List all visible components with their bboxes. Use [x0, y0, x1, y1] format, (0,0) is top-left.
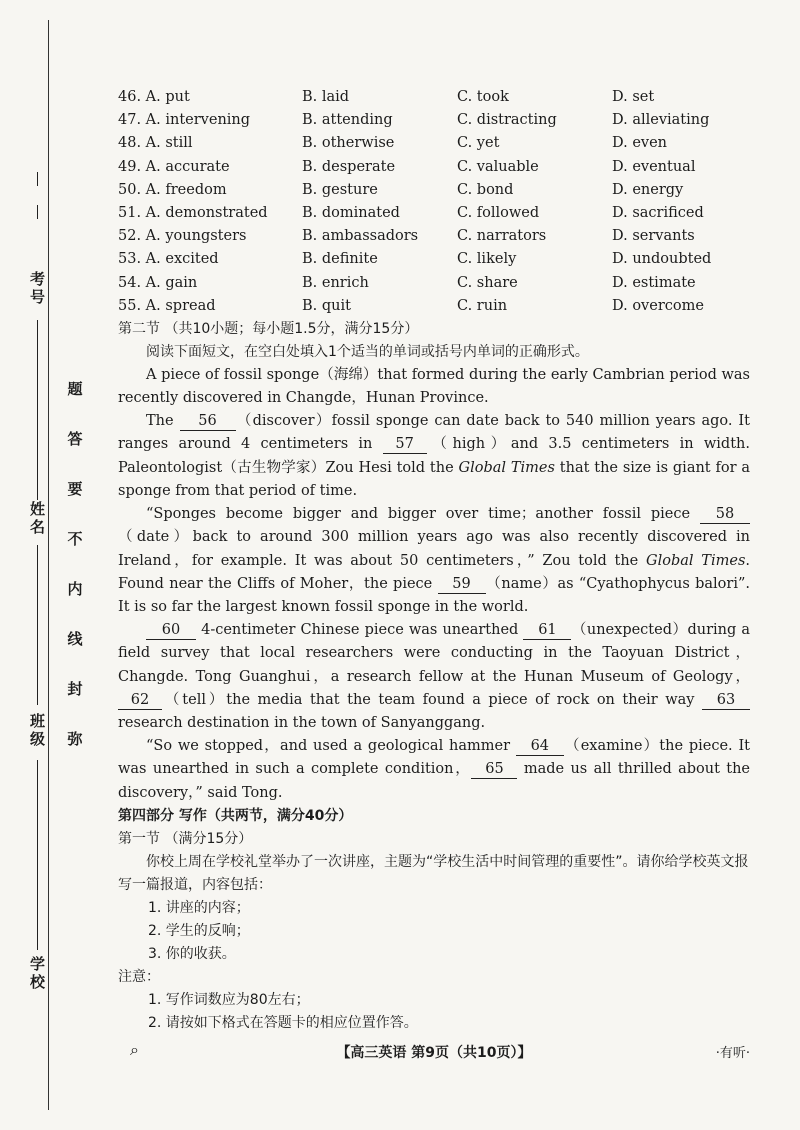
text: （discover）fossil sponge can date back to 540 million years ago. It ranges around 4 centimeters in — [118, 413, 750, 453]
text: “So we stopped，and used a geological hammer — [146, 738, 516, 755]
option: B. enrich — [302, 274, 369, 291]
task-point: 1. 讲座的内容； — [148, 899, 250, 916]
class-line — [37, 760, 38, 950]
text: The — [146, 413, 180, 430]
blank-62: 62 — [118, 692, 162, 710]
paragraph-2 — [118, 410, 750, 503]
name-label: 姓名 — [30, 500, 46, 536]
option: 46. A. put — [118, 89, 190, 105]
blank-64: 64 — [516, 738, 564, 756]
page-number: 【高三英语 第9页（共10页）】 — [336, 1045, 532, 1061]
blank-65: 65 — [471, 761, 517, 779]
option: 55. A. spread — [118, 297, 216, 314]
option: C. bond — [457, 181, 514, 198]
seal-char: 不 — [67, 530, 83, 548]
section2-heading: 第二节 （共10小题；每小题1.5分，满分15分） — [118, 320, 419, 337]
part4-heading: 第四部分 写作（共两节，满分40分） — [118, 807, 353, 824]
task-point: 3. 你的收获。 — [148, 945, 236, 962]
newspaper-name: Global Times — [646, 552, 746, 569]
page-footer — [118, 1040, 750, 1062]
option: 51. A. demonstrated — [118, 204, 268, 221]
option: C. ruin — [457, 297, 508, 314]
option: C. valuable — [457, 158, 539, 175]
option: D. overcome — [612, 297, 704, 314]
task-point: 2. 学生的反响； — [148, 922, 250, 939]
option: 54. A. gain — [118, 274, 198, 291]
text: that the size is giant for a sponge from that period of time. — [118, 459, 750, 499]
class-label: 班级 — [30, 712, 46, 748]
blank-56: 56 — [180, 413, 236, 431]
notes-label: 注意： — [118, 968, 160, 985]
school-label: 学校 — [30, 955, 46, 991]
option: D. servants — [612, 228, 695, 245]
exam-number-label: 考号 — [30, 270, 46, 306]
text: 4-centimeter Chinese piece was unearthed — [196, 622, 524, 639]
option: D. alleviating — [612, 112, 710, 129]
seal-char: 要 — [67, 480, 83, 498]
blank-57: 57 — [383, 436, 427, 454]
seal-char: 内 — [67, 580, 83, 598]
margin-dash — [37, 172, 38, 186]
seal-char: 封 — [67, 680, 83, 698]
option: B. laid — [302, 89, 350, 105]
option: D. eventual — [612, 158, 696, 175]
option: B. quit — [302, 297, 351, 314]
seal-char: 线 — [67, 630, 83, 648]
option: C. yet — [457, 135, 500, 152]
option: B. desperate — [302, 158, 396, 175]
option: D. sacrificed — [612, 204, 704, 221]
blank-59: 59 — [438, 576, 486, 594]
blank-58: 58 — [700, 506, 750, 524]
text: （unexpected）during a field survey that local researchers were conducting in the Taoyuan District，Changde. Tong Guanghui，a research fellow at the Hunan Museum of Geology， — [118, 622, 750, 685]
option: C. took — [457, 89, 509, 105]
option: B. ambassadors — [302, 228, 419, 245]
note-item: 2. 请按如下格式在答题卡的相应位置作答。 — [148, 1014, 418, 1031]
brand-mark: ·有听· — [715, 1046, 750, 1061]
option: B. dominated — [302, 204, 400, 221]
option: 49. A. accurate — [118, 158, 230, 175]
paragraph-1: A piece of fossil sponge（海绵）that formed during the early Cambrian period was recently discovered in Changde，Hunan Province. — [118, 366, 750, 407]
seal-char: 弥 — [67, 730, 83, 748]
option: B. otherwise — [302, 135, 395, 152]
text: “Sponges become bigger and bigger over time；another fossil piece — [146, 506, 700, 523]
name-line — [37, 545, 38, 705]
option: 52. A. youngsters — [118, 228, 247, 245]
part4-sub-heading: 第一节 （满分15分） — [118, 830, 253, 847]
binding-margin — [0, 0, 100, 1130]
option: 47. A. intervening — [118, 112, 251, 129]
option: C. followed — [457, 204, 540, 221]
paragraph-5 — [118, 735, 750, 805]
text: （examine）the piece. It was unearthed in such a complete condition， — [118, 738, 750, 778]
text: . Found near the Cliffs of Moher，the piece — [118, 552, 750, 592]
option: C. narrators — [457, 228, 547, 245]
exam-content — [118, 86, 750, 1035]
writing-task: 你校上周在学校礼堂举办了一次讲座，主题为“学校生活中时间管理的重要性”。请你给学校英文报写一篇报道，内容包括： — [118, 853, 749, 893]
option: D. estimate — [612, 274, 696, 291]
option: D. even — [612, 135, 668, 152]
option: B. definite — [302, 251, 378, 268]
option: D. set — [612, 89, 655, 105]
text: research destination in the town of Sanyanggang. — [118, 714, 486, 731]
blank-60: 60 — [146, 622, 196, 640]
option: B. attending — [302, 112, 393, 129]
newspaper-name: Global Times — [458, 459, 555, 476]
text: （tell）the media that the team found a piece of rock on their way — [162, 691, 702, 708]
options-table — [118, 86, 750, 318]
blank-61: 61 — [523, 622, 571, 640]
option: 48. A. still — [118, 135, 193, 152]
text: made us all thrilled about the discovery，” said Tong. — [118, 761, 750, 801]
text: （high）and 3.5 centimeters in width. Paleontologist（古生物学家）Zou Hesi told the — [118, 436, 750, 476]
option: D. undoubted — [612, 251, 712, 268]
binding-line — [48, 20, 49, 1110]
option: C. share — [457, 274, 518, 291]
text: （name）as “Cyathophycus balori”. It is so far the largest known fossil sponge in the world. — [118, 575, 750, 615]
margin-dash — [37, 205, 38, 219]
option: C. likely — [457, 251, 517, 268]
exam-number-line — [37, 320, 38, 500]
section2-instruction: 阅读下面短文，在空白处填入1个适当的单词或括号内单词的正确形式。 — [146, 343, 589, 360]
option: 50. A. freedom — [118, 181, 227, 198]
text: （date）back to around 300 million years ago was also recently discovered in Ireland，for example. It was about 50 centimeters，” Zou told the — [118, 529, 750, 569]
option: B. gesture — [302, 181, 378, 198]
seal-char: 题 — [67, 380, 83, 398]
seal-char: 答 — [67, 430, 83, 448]
scan-icon: ⌕ — [130, 1040, 139, 1059]
option: 53. A. excited — [118, 251, 219, 268]
option: C. distracting — [457, 112, 557, 129]
option: D. energy — [612, 181, 684, 198]
paragraph-4 — [118, 619, 750, 735]
note-item: 1. 写作词数应为80左右； — [148, 991, 310, 1008]
paragraph-3 — [118, 503, 750, 619]
blank-63: 63 — [702, 692, 750, 710]
